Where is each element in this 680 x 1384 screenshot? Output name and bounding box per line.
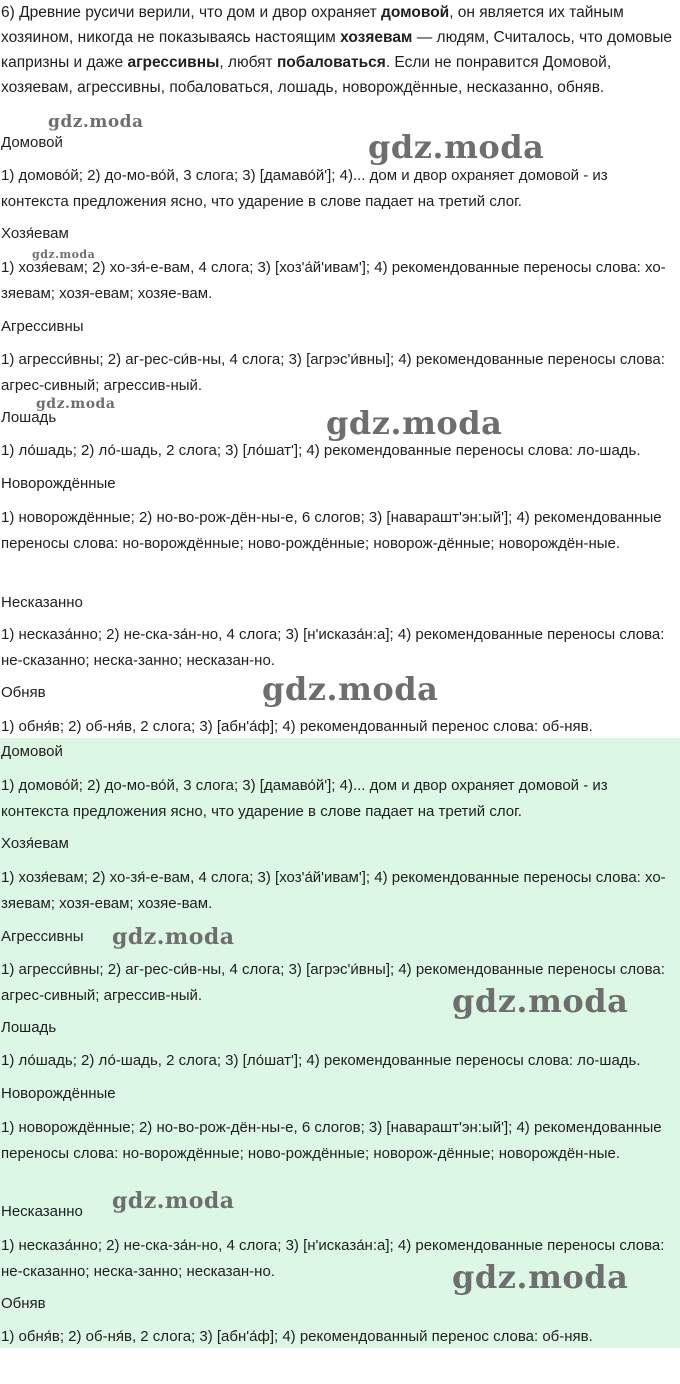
entry-text: 1) новорождённые; 2) но-во-рож-дён-ны-е, 6 слогов; 3) [наварашт'эн:ый']; 4) рекомендованные переносы слова: но-ворождённые; ново-рождённые; новорож-дённые; новорождён-ные. — [1, 1119, 662, 1162]
entry-word: Агрессивны — [1, 318, 84, 335]
entry-text: 1) домово́й; 2) до-мо-во́й, 3 слога; 3) [дамаво́й']; 4)... дом и двор охраняет домовой - из контекста предложения ясно, что ударение в слове падает на третий слог. — [1, 167, 608, 210]
entry-word: Лошадь — [1, 1019, 57, 1036]
entry-text: 1) домово́й; 2) до-мо-во́й, 3 слога; 3) [дамаво́й']; 4)... дом и двор охраняет домовой - из контекста предложения ясно, что ударение в слове падает на третий слог. — [1, 777, 608, 820]
entry-text: 1) ло́шадь; 2) ло́-шадь, 2 слога; 3) [ло́шат']; 4) рекомендованные переносы слова: ло-шадь. — [1, 1052, 641, 1069]
watermark: gdz.moda — [36, 396, 116, 412]
watermark: gdz.moda — [262, 670, 439, 708]
entry-text: 1) ло́шадь; 2) ло́-шадь, 2 слога; 3) [ло́шат']; 4) рекомендованные переносы слова: ло-шадь. — [1, 442, 641, 459]
entry-text: 1) новорождённые; 2) но-во-рож-дён-ны-е, 6 слогов; 3) [наварашт'эн:ый']; 4) рекомендованные переносы слова: но-ворождённые; ново-рождённые; новорож-дённые; новорождён-ные. — [1, 509, 662, 552]
entry-word: Новорождённые — [1, 475, 116, 492]
watermark: gdz.moda — [452, 1258, 629, 1296]
entry-word: Домовой — [1, 743, 63, 760]
entry-text: 1) несказа́нно; 2) не-ска-за́н-но, 4 слога; 3) [н'исказа́н:а]; 4) рекомендованные переносы слова: не-сказанно; неска-занно; несказан-но. — [1, 1237, 665, 1280]
watermark: gdz.moda — [326, 404, 503, 442]
entry-word: Несказанно — [1, 1203, 83, 1220]
entry-word: Хозя́евам — [1, 225, 69, 242]
watermark: gdz.moda — [32, 248, 96, 261]
task-text: 6) Древние русичи верили, что дом и двор охраняет домовой, он является их тайным хозяином, никогда не показываясь настоящим хозяевам — людям, Считалось, что домовые капризны и даже агрессивны, любят побаловаться. Если не понравится Домовой, хозяевам, агрессивны, побаловаться, лошадь, новорождённые, несказанно, обняв. — [1, 4, 672, 96]
entry-text: 1) обня́в; 2) об-ня́в, 2 слога; 3) [абн'а́ф]; 4) рекомендованный перенос слова: об-няв. — [1, 1328, 593, 1345]
entry-word: Обняв — [1, 1295, 46, 1312]
entry-text: 1) хозя́евам; 2) хо-зя́-е-вам, 4 слога; 3) [хоз'а́й'ивам']; 4) рекомендованные переносы слова: хо-зяевам; хозя-евам; хозяе-вам. — [1, 869, 666, 912]
entry-text: 1) агресси́вны; 2) аг-рес-си́в-ны, 4 слога; 3) [агрэс'и́вны]; 4) рекомендованные переносы слова: агрес-сивный; агрессив-ный. — [1, 961, 665, 1004]
entry-text: 1) несказа́нно; 2) не-ска-за́н-но, 4 слога; 3) [н'исказа́н:а]; 4) рекомендованные переносы слова: не-сказанно; неска-занно; несказан-но. — [1, 626, 665, 669]
entry-text: 1) обня́в; 2) об-ня́в, 2 слога; 3) [абн'а́ф]; 4) рекомендованный перенос слова: об-няв. — [1, 718, 593, 735]
watermark: gdz.moda — [112, 1188, 235, 1214]
entry-word: Несказанно — [1, 594, 83, 611]
watermark: gdz.moda — [48, 112, 144, 132]
entry-text: 1) хозя́евам; 2) хо-зя́-е-вам, 4 слога; 3) [хоз'а́й'ивам']; 4) рекомендованные переносы слова: хо-зяевам; хозя-евам; хозяе-вам. — [1, 259, 666, 302]
entry-text: 1) агресси́вны; 2) аг-рес-си́в-ны, 4 слога; 3) [агрэс'и́вны]; 4) рекомендованные переносы слова: агрес-сивный; агрессив-ный. — [1, 351, 665, 394]
watermark: gdz.moda — [368, 128, 545, 166]
entry-word: Новорождённые — [1, 1085, 116, 1102]
watermark: gdz.moda — [112, 924, 235, 950]
entry-word: Обняв — [1, 684, 46, 701]
watermark: gdz.moda — [452, 982, 629, 1020]
entry-word: Лошадь — [1, 409, 57, 426]
entry-word: Домовой — [1, 134, 63, 151]
entry-word: Хозя́евам — [1, 835, 69, 852]
entry-word: Агрессивны — [1, 928, 84, 945]
